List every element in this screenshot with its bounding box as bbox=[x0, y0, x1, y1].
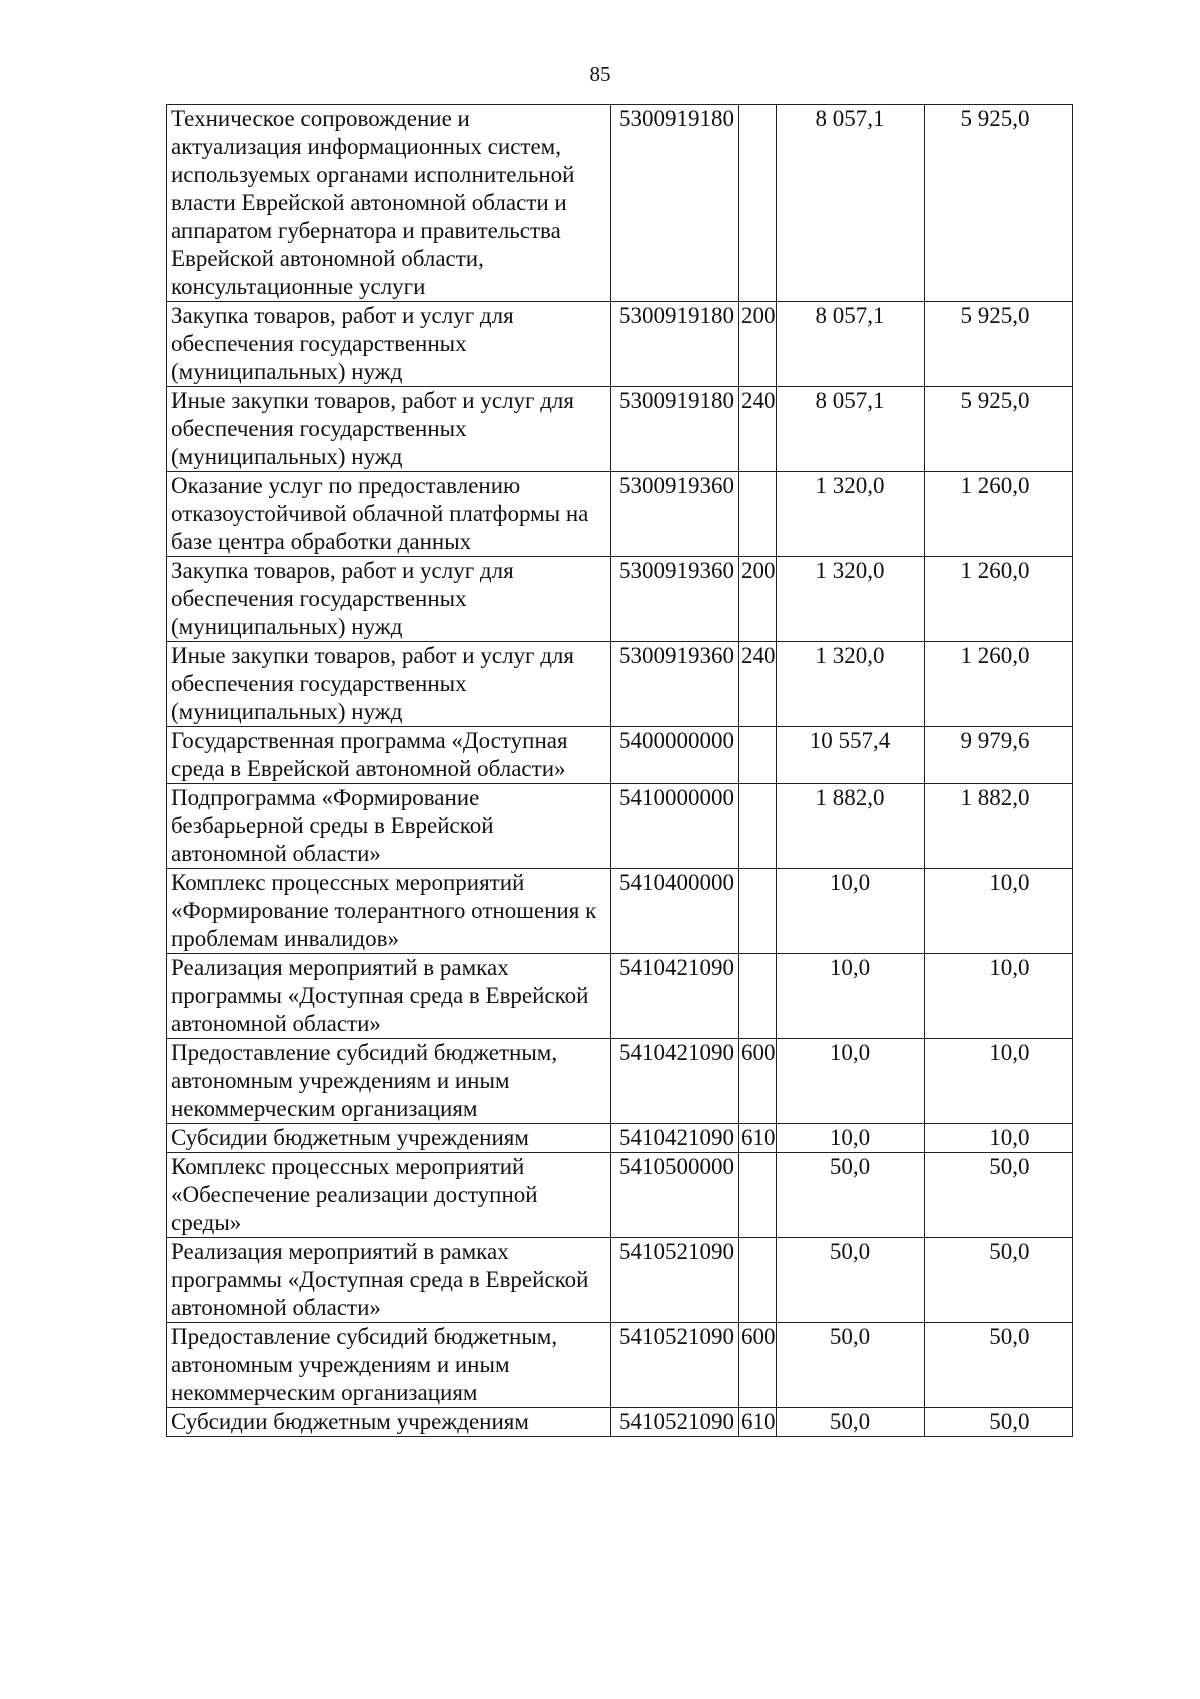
cell-name: Оказание услуг по предоставлению отказоустойчивой облачной платформы на базе центра обработки данных bbox=[167, 472, 611, 557]
cell-name: Закупка товаров, работ и услуг для обеспечения государственных (муниципальных) нужд bbox=[167, 557, 611, 642]
cell-value-2: 1 260,0 bbox=[924, 642, 1072, 727]
cell-value-2: 10,0 bbox=[924, 1039, 1072, 1124]
table-row bbox=[167, 1124, 1073, 1153]
table-row bbox=[167, 1153, 1073, 1238]
cell-value-2: 5 925,0 bbox=[924, 105, 1072, 302]
table-row bbox=[167, 727, 1073, 784]
cell-value-2: 50,0 bbox=[924, 1238, 1072, 1323]
cell-code: 5410400000 bbox=[611, 869, 739, 954]
page-number: 85 bbox=[589, 62, 611, 86]
budget-table bbox=[166, 104, 1073, 1437]
cell-value-1: 8 057,1 bbox=[776, 387, 924, 472]
cell-code: 5300919180 bbox=[611, 105, 739, 302]
table-row bbox=[167, 784, 1073, 869]
cell-value-1: 8 057,1 bbox=[776, 105, 924, 302]
cell-code: 5300919360 bbox=[611, 642, 739, 727]
cell-type bbox=[739, 784, 777, 869]
table-row bbox=[167, 1323, 1073, 1408]
cell-code: 5410000000 bbox=[611, 784, 739, 869]
cell-value-2: 1 260,0 bbox=[924, 472, 1072, 557]
table-row bbox=[167, 557, 1073, 642]
table-row bbox=[167, 869, 1073, 954]
cell-code: 5300919360 bbox=[611, 557, 739, 642]
cell-type bbox=[739, 472, 777, 557]
cell-value-1: 1 882,0 bbox=[776, 784, 924, 869]
cell-type: 600 bbox=[739, 1323, 777, 1408]
cell-value-1: 1 320,0 bbox=[776, 642, 924, 727]
cell-type bbox=[739, 727, 777, 784]
cell-code: 5300919360 bbox=[611, 472, 739, 557]
cell-name: Субсидии бюджетным учреждениям bbox=[167, 1408, 611, 1437]
cell-name: Закупка товаров, работ и услуг для обеспечения государственных (муниципальных) нужд bbox=[167, 302, 611, 387]
table-row bbox=[167, 1039, 1073, 1124]
cell-value-2: 50,0 bbox=[924, 1323, 1072, 1408]
cell-code: 5400000000 bbox=[611, 727, 739, 784]
cell-type: 600 bbox=[739, 1039, 777, 1124]
table-row bbox=[167, 1408, 1073, 1437]
cell-value-2: 10,0 bbox=[924, 954, 1072, 1039]
cell-type bbox=[739, 105, 777, 302]
cell-value-1: 1 320,0 bbox=[776, 472, 924, 557]
cell-code: 5410521090 bbox=[611, 1408, 739, 1437]
cell-value-2: 50,0 bbox=[924, 1408, 1072, 1437]
cell-value-2: 9 979,6 bbox=[924, 727, 1072, 784]
cell-name: Реализация мероприятий в рамках программы «Доступная среда в Еврейской автономной области» bbox=[167, 1238, 611, 1323]
cell-value-1: 10,0 bbox=[776, 1124, 924, 1153]
cell-name: Субсидии бюджетным учреждениям bbox=[167, 1124, 611, 1153]
cell-name: Техническое сопровождение и актуализация информационных систем, используемых органами исполнительной власти Еврейской автономной области и аппаратом губернатора и правительства Еврейской автономной области, консультационные услуги bbox=[167, 105, 611, 302]
cell-value-1: 10,0 bbox=[776, 869, 924, 954]
cell-value-1: 1 320,0 bbox=[776, 557, 924, 642]
cell-value-1: 50,0 bbox=[776, 1238, 924, 1323]
cell-value-1: 50,0 bbox=[776, 1153, 924, 1238]
cell-code: 5410421090 bbox=[611, 1124, 739, 1153]
cell-type: 200 bbox=[739, 557, 777, 642]
cell-type: 610 bbox=[739, 1408, 777, 1437]
table-row bbox=[167, 1238, 1073, 1323]
cell-value-1: 8 057,1 bbox=[776, 302, 924, 387]
cell-value-2: 5 925,0 bbox=[924, 302, 1072, 387]
cell-type: 200 bbox=[739, 302, 777, 387]
cell-code: 5410521090 bbox=[611, 1323, 739, 1408]
cell-type bbox=[739, 1153, 777, 1238]
cell-type: 240 bbox=[739, 642, 777, 727]
cell-value-1: 50,0 bbox=[776, 1323, 924, 1408]
table-row bbox=[167, 472, 1073, 557]
cell-value-1: 10,0 bbox=[776, 954, 924, 1039]
cell-name: Иные закупки товаров, работ и услуг для обеспечения государственных (муниципальных) нужд bbox=[167, 642, 611, 727]
cell-code: 5410521090 bbox=[611, 1238, 739, 1323]
cell-type bbox=[739, 869, 777, 954]
cell-name: Реализация мероприятий в рамках программы «Доступная среда в Еврейской автономной области» bbox=[167, 954, 611, 1039]
cell-type bbox=[739, 1238, 777, 1323]
table-row bbox=[167, 302, 1073, 387]
cell-name: Комплекс процессных мероприятий «Формирование толерантного отношения к проблемам инвалидов» bbox=[167, 869, 611, 954]
cell-value-2: 5 925,0 bbox=[924, 387, 1072, 472]
cell-name: Иные закупки товаров, работ и услуг для обеспечения государственных (муниципальных) нужд bbox=[167, 387, 611, 472]
table-row bbox=[167, 105, 1073, 302]
cell-code: 5300919180 bbox=[611, 387, 739, 472]
cell-code: 5300919180 bbox=[611, 302, 739, 387]
cell-value-1: 50,0 bbox=[776, 1408, 924, 1437]
cell-code: 5410421090 bbox=[611, 1039, 739, 1124]
cell-name: Государственная программа «Доступная среда в Еврейской автономной области» bbox=[167, 727, 611, 784]
cell-code: 5410421090 bbox=[611, 954, 739, 1039]
cell-value-2: 1 882,0 bbox=[924, 784, 1072, 869]
cell-value-1: 10,0 bbox=[776, 1039, 924, 1124]
cell-name: Подпрограмма «Формирование безбарьерной среды в Еврейской автономной области» bbox=[167, 784, 611, 869]
cell-name: Предоставление субсидий бюджетным, автономным учреждениям и иным некоммерческим организациям bbox=[167, 1039, 611, 1124]
budget-table-body bbox=[167, 105, 1073, 1437]
cell-code: 5410500000 bbox=[611, 1153, 739, 1238]
cell-value-2: 10,0 bbox=[924, 869, 1072, 954]
cell-type: 240 bbox=[739, 387, 777, 472]
cell-type bbox=[739, 954, 777, 1039]
cell-value-2: 50,0 bbox=[924, 1153, 1072, 1238]
cell-name: Предоставление субсидий бюджетным, автономным учреждениям и иным некоммерческим организациям bbox=[167, 1323, 611, 1408]
cell-value-2: 1 260,0 bbox=[924, 557, 1072, 642]
cell-type: 610 bbox=[739, 1124, 777, 1153]
table-row bbox=[167, 642, 1073, 727]
table-row bbox=[167, 387, 1073, 472]
cell-value-1: 10 557,4 bbox=[776, 727, 924, 784]
cell-name: Комплекс процессных мероприятий «Обеспечение реализации доступной среды» bbox=[167, 1153, 611, 1238]
table-row bbox=[167, 954, 1073, 1039]
cell-value-2: 10,0 bbox=[924, 1124, 1072, 1153]
